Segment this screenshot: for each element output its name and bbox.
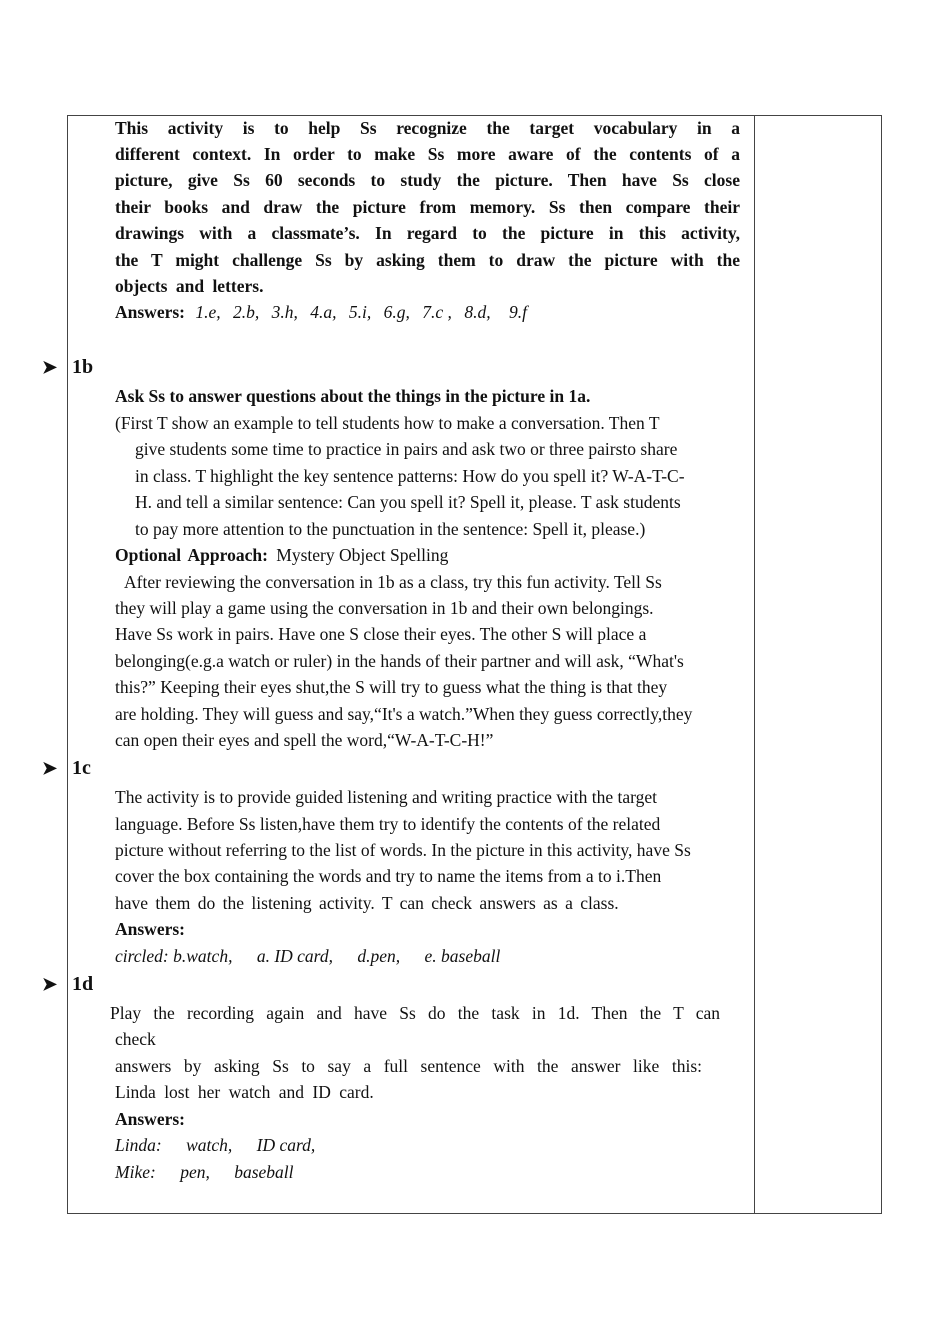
answers-label: Answers: <box>115 919 185 939</box>
optional-label: Optional Approach: <box>115 545 268 565</box>
answer-item: 6.g, <box>383 302 410 322</box>
answer-row-mike <box>115 1162 294 1182</box>
table-column-divider <box>754 115 755 1214</box>
answer-item: a. ID card, <box>256 946 333 966</box>
intro-line: picture, give Ss 60 seconds to study the picture. Then have Ss close <box>115 170 740 190</box>
intro-line: the T might challenge Ss by asking them to draw the picture with the <box>115 250 740 270</box>
answer-item: 4.a, <box>310 302 337 322</box>
answer-name: Mike: <box>115 1162 156 1182</box>
answer-row-linda <box>115 1135 315 1155</box>
para-line: to pay more attention to the punctuation in the sentence: Spell it, please.) <box>135 519 646 539</box>
answer-item: 5.i, <box>348 302 372 322</box>
intro-answers <box>115 302 535 322</box>
para-line: cover the box containing the words and try to name the items from a to i.Then <box>115 866 662 886</box>
optional-line: After reviewing the conversation in 1b as a class, try this fun activity. Tell Ss <box>124 572 662 592</box>
para-line: H. and tell a similar sentence: Can you spell it? Spell it, please. T ask students <box>135 492 681 512</box>
para-line: answers by asking Ss to say a full sentence with the answer like this: <box>115 1056 702 1076</box>
para-line: (First T show an example to tell students how to make a conversation. Then T <box>115 413 660 433</box>
answer-item: 8.d, <box>464 302 491 322</box>
answer-item: 9.f <box>508 302 527 322</box>
optional-title: Mystery Object Spelling <box>276 545 449 565</box>
section-heading-1b: ➤ 1b <box>42 356 94 378</box>
section-heading-1d: ➤ 1d <box>42 973 94 995</box>
para-line: The activity is to provide guided listening and writing practice with the target <box>115 787 658 807</box>
para-line: Linda lost her watch and ID card. <box>115 1082 374 1102</box>
intro-line: drawings with a classmate’s. In regard to the picture in this activity, <box>115 223 740 243</box>
answer-name: Linda: <box>115 1135 162 1155</box>
answer-item: pen, <box>180 1162 210 1182</box>
para-line: give students some time to practice in pairs and ask two or three pairsto share <box>135 439 678 459</box>
optional-line: Have Ss work in pairs. Have one S close their eyes. The other S will place a <box>115 624 647 644</box>
answer-item: e. baseball <box>424 946 501 966</box>
arrow-bullet-icon: ➤ <box>42 357 58 377</box>
answer-item: 1.e, <box>195 302 221 322</box>
answer-item: 2.b, <box>233 302 260 322</box>
optional-line: they will play a game using the conversation in 1b and their own belongings. <box>115 598 654 618</box>
answers-1c <box>115 946 500 966</box>
para-line: picture without referring to the list of words. In the picture in this activity, have Ss <box>115 840 691 860</box>
para-line: have them do the listening activity. T can check answers as a class. <box>115 893 619 913</box>
answer-item: 3.h, <box>271 302 298 322</box>
arrow-bullet-icon: ➤ <box>42 974 58 994</box>
answers-label: Answers: <box>115 302 185 322</box>
intro-line: their books and draw the picture from memory. Ss then compare their <box>115 197 740 217</box>
optional-line: belonging(e.g.a watch or ruler) in the hands of their partner and will ask, “What's <box>115 651 684 671</box>
answer-item: baseball <box>234 1162 294 1182</box>
para-line: language. Before Ss listen,have them try to identify the contents of the related <box>115 814 661 834</box>
answer-item: ID card, <box>256 1135 316 1155</box>
intro-line: different context. In order to make Ss more aware of the contents of a <box>115 144 740 164</box>
answer-item: watch, <box>186 1135 233 1155</box>
para-line: check <box>115 1029 156 1049</box>
optional-line: are holding. They will guess and say,“It's a watch.”When they guess correctly,they <box>115 704 693 724</box>
para-line: Play the recording again and have Ss do the task in 1d. Then the T can <box>110 1003 720 1023</box>
arrow-bullet-icon: ➤ <box>42 758 58 778</box>
section-heading-1c: ➤ 1c <box>42 757 91 779</box>
optional-line: this?” Keeping their eyes shut,the S will try to guess what the thing is that they <box>115 677 668 697</box>
optional-approach <box>115 545 448 565</box>
intro-line: This activity is to help Ss recognize the target vocabulary in a <box>115 118 740 138</box>
answers-label: Answers: <box>115 1109 185 1129</box>
answer-item: circled: b.watch, <box>115 946 233 966</box>
answer-item: 7.c , <box>422 302 452 322</box>
instruction-1b: Ask Ss to answer questions about the things in the picture in 1a. <box>115 386 591 406</box>
optional-line: can open their eyes and spell the word,“W-A-T-C-H!” <box>115 730 494 750</box>
para-line: in class. T highlight the key sentence patterns: How do you spell it? W-A-T-C- <box>135 466 685 486</box>
answer-item: d.pen, <box>357 946 401 966</box>
intro-line: objects and letters. <box>115 276 264 296</box>
